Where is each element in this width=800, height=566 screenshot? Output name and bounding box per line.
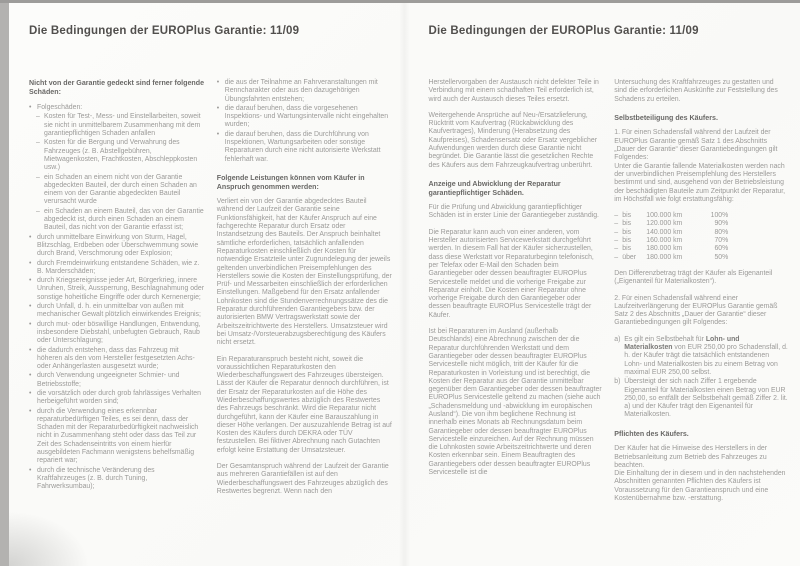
paragraph-duty-compliance: Die Einhaltung der in diesem und in den nachstehenden Abschnitten genannten Pflichten des Käufers ist Voraussetzung für den Garantieanspruch und eine Kostenübernahme bzw. -erstattung. <box>614 470 786 503</box>
paragraph-inspection-duty: Untersuchung des Kraftfahrzeuges zu gestatten und sind die erforderlichen Auskünfte zur Feststellung des Schadens zu erteilen. <box>614 79 778 103</box>
bullet-item <box>29 104 205 112</box>
dash-marker: – <box>36 207 40 215</box>
dash-marker: – <box>614 253 619 261</box>
km-rate-distance: 180.000 km <box>646 253 683 261</box>
sub-bullet-item <box>29 174 205 207</box>
section-heading-deductible: Selbstbeteiligung des Käufers. <box>614 113 718 122</box>
section-heading-not-covered: Nicht von der Garantie gedeckt sind ferner folgende Schäden: <box>29 79 205 96</box>
bullet-text: durch Verwendung ungeeigneter Schmier- und Betriebsstoffe; <box>37 372 180 388</box>
bullet-marker: • <box>29 389 32 397</box>
left-page-column-1 <box>29 79 205 504</box>
paragraph-exchange-parts: Herstellervorgaben der Austausch nicht defekter Teile in Verbindung mit einem schadhaften Teil erforderlich ist, wird auch der Austausch dieses Teiles ersetzt. <box>428 79 599 103</box>
km-rate-row <box>614 212 788 220</box>
right-page-columns <box>429 79 789 511</box>
km-rate-prefix: bis <box>622 228 632 236</box>
km-rate-percentage: 70% <box>714 237 729 245</box>
dash-marker: – <box>36 139 40 147</box>
section-heading-services: Folgende Leistungen können vom Käufer in Anspruch genommen werden: <box>216 173 365 191</box>
bullet-text: durch die technische Veränderung des Kraftfahrzeuges (z. B. durch Tuning, Fahrwerksumbau); <box>37 466 155 491</box>
km-rate-row <box>614 229 788 237</box>
item-marker: b) <box>614 378 621 386</box>
km-rate-prefix: über <box>622 253 637 261</box>
right-page-column-1 <box>429 79 603 511</box>
bullet-text: die darauf beruhen, dass die vorgesehenen Inspektions- und Wartungsintervalle nicht eingehalten wurden; <box>224 104 389 129</box>
sub-bullet-text: ein Schaden an einem nicht von der Garantie abgedeckten Bauteil, der durch einen Schaden an einem von der Garantie abgedeckten Bauteil verursacht wurde <box>44 173 197 206</box>
bullet-item <box>217 79 393 104</box>
bullet-text: durch die Verwendung eines erkennbar reparaturbedürftigen Teiles, es sei denn, dass der Schaden mit der Reparaturbedürftigkeit nachweislich nicht in Zusammenhang steht oder dass das Teil zur Zeit des Schadenseintritts von einem hierfür ausgebildeten Fachmann wenigstens behelfsmäßig repariert war; <box>37 407 199 465</box>
sub-bullet-item <box>29 208 205 233</box>
page-title: Die Bedingungen der EUROPlus Garantie: 11/09 <box>428 25 699 37</box>
bullet-marker: • <box>29 320 32 328</box>
paragraph-clause1-detail: Unter die Garantie fallende Materialkosten werden nach der unverbindlichen Preisempfehlung des Herstellers bestimmt und sind, ausgehend von der Betriebsleistung der beschädigten Bauteile zum Zeitpunkt der Reparatur, im Höchstfall wie folgt erstattungsfähig: <box>614 162 786 203</box>
paragraph-guarantor-responsible: Für die Prüfung und Abwicklung garantiepflichtiger Schäden ist in erster Linie der Garantiegeber zuständig. <box>428 204 599 220</box>
km-rate-distance: 120.000 km <box>646 220 683 228</box>
bullet-item <box>29 303 205 320</box>
bullet-text: durch Fremdeinwirkung entstandene Schäden, wie z. B. Marderschäden; <box>37 259 200 275</box>
km-rate-distance: 160.000 km <box>646 237 683 245</box>
km-rate-percentage: 100% <box>710 212 729 220</box>
page-left <box>9 3 405 566</box>
bullet-marker: • <box>29 372 32 380</box>
sub-bullet-item <box>29 113 205 138</box>
left-page-columns <box>29 79 393 504</box>
bullet-marker: • <box>216 79 220 86</box>
page-right <box>405 3 800 566</box>
paragraph-further-claims: Weitergehende Ansprüche auf Neu-/Ersatzlieferung, Rücktritt vom Kaufvertrag (Rückabwicklung des Kaufvertrages), Minderung (Herabsetzung des Kaufpreises), Schadensersatz oder Ersatz vergeblicher Aufwendungen werden durch diese Garantie nicht begründet. Die Garantie lässt die gesetzlichen Rechte des Käufers aus dem Fahrzeugkaufvertrag unberührt. <box>428 111 598 169</box>
km-rate-prefix: bis <box>622 220 632 228</box>
section-heading-claims-handling: Anzeige und Abwicklung der Reparatur garantiepflichtiger Schäden. <box>428 179 561 197</box>
km-rate-distance: 100.000 km <box>646 212 683 220</box>
bullet-item <box>29 408 205 466</box>
bullet-marker: • <box>29 233 32 241</box>
km-rate-prefix: bis <box>622 245 632 253</box>
bullet-marker: • <box>29 466 32 474</box>
bullet-marker: • <box>29 104 32 112</box>
dash-marker: – <box>614 228 619 236</box>
section-heading-buyer-duties: Pflichten des Käufers. <box>614 429 689 438</box>
bullet-item <box>29 390 205 407</box>
bullet-item <box>29 347 205 372</box>
bullet-item <box>29 277 205 302</box>
sub-bullet-text: ein Schaden an einem Bauteil, das von der Garantie abgedeckt ist, durch einen Schaden an einem Bauteil, das nicht von der Garantie erfasst ist; <box>44 207 204 232</box>
clause-item-a <box>614 336 788 377</box>
bullet-marker: • <box>29 303 32 311</box>
km-rate-prefix: bis <box>622 237 632 245</box>
dash-marker: – <box>36 113 40 121</box>
clause-item-b <box>614 378 788 419</box>
km-rate-distance: 180.000 km <box>646 245 683 253</box>
bullet-text: die darauf beruhen, dass die Durchführung von Inspektionen, Wartungsarbeiten oder sonstige Reparaturen durch eine nicht autorisierte Werkstatt fehlerhaft war. <box>224 130 381 163</box>
km-rate-prefix: bis <box>622 212 632 220</box>
paragraph-clause1-intro: 1. Für einen Schadensfall während der Laufzeit der EUROPlus Garantie gemäß Satz 1 des Abschnitts „Dauer der Garantie“ dieser Garantiebedingungen gilt Folgendes: <box>614 129 778 162</box>
dash-marker: – <box>614 220 619 228</box>
km-rate-row <box>614 245 788 253</box>
dash-marker: – <box>614 212 619 220</box>
sub-bullet-text: Kosten für die Bergung und Verwahrung des Fahrzeuges (z. B. Abstellgebühren, Mietwagenkosten, Frachtkosten, Abschleppkosten usw.) <box>44 139 198 172</box>
two-page-spread <box>9 3 800 566</box>
bullet-text: durch mut- oder böswillige Handlungen, Entwendung, insbesondere Diebstahl, unbefugten Gebrauch, Raub oder Unterschlagung; <box>37 320 201 345</box>
sub-bullet-text: Kosten für Test-, Mess- und Einstellarbeiten, soweit sie nicht in unmittelbarem Zusammenhang mit dem garantiepflichtigen Schaden anfallen <box>44 113 201 138</box>
bullet-text: Folgeschäden: <box>37 104 83 112</box>
km-rate-row <box>614 254 788 262</box>
paragraph-repairs-abroad: Ist bei Reparaturen im Ausland (außerhalb Deutschlands) eine Abrechnung zwischen der die Reparatur durchführenden Werkstatt und dem Garantiegeber oder dessen beauftragter EUROPlus Servicestelle nicht möglich, tritt der Käufer für die Reparaturkosten in Vorleistung und ist berechtigt, die Kosten der Reparatur aus der Garantie unmittelbar gegenüber dem Garantiegeber oder dessen beauftragter EUROPlus Servicestelle geltend zu machen (siehe auch „Schadensmeldung und -abwicklung im europäischen Ausland“). Die von ihm beglichene Rechnung ist innerhalb eines Monats ab Rechnungsdatum beim Garantiegeber oder dessen beauftragter EUROPlus Servicestelle einzureichen. Auf der Rechnung müssen die Lohnkosten sowie Arbeitszeitrichtwerte und deren Kosten erkennbar sein. Einem Beauftragten des Garantiegebers oder dessen beauftragter EUROPlus Servicestelle ist die <box>428 328 602 477</box>
bullet-item <box>217 131 393 164</box>
km-rate-table <box>614 212 788 262</box>
paragraph-authorized-workshop: Die Reparatur kann auch von einer anderen, vom Hersteller autorisierten Servicewerkstatt durchgeführt werden. In diesem Fall hat der Käufer sicherzustellen, dass diese Werkstatt vor Reparaturbeginn telefonisch, per Telefax oder E-Mail den Schaden beim Garantiegeber oder dessen beauftragter EUROPlus Servicestelle meldet und die vorherige Freigabe zur Reparatur einholt. Die Kosten einer Reparatur ohne vorherige Freigabe durch den Garantiegeber oder dessen beauftragte EUROPlus Servicestelle trägt der Käufer. <box>428 228 594 319</box>
bullet-text: durch Kriegsereignisse jeder Art, Bürgerkrieg, innere Unruhen, Streik, Aussperrung, Beschlagnahmung oder sonstige hoheitliche Eingriffe oder durch Kernenergie; <box>37 277 205 301</box>
paragraph-duty-manual: Der Käufer hat die Hinweise des Herstellers in der Betriebsanleitung zum Betrieb des Fahrzeuges zu beachten. <box>614 445 768 469</box>
right-page-column-2 <box>614 79 788 511</box>
page-title: Die Bedingungen der EUROPlus Garantie: 11/09 <box>29 25 300 37</box>
paragraph-repair-claim: Verliert ein von der Garantie abgedecktes Bauteil während der Laufzeit der Garantie seine Funktionsfähigkeit, hat der Käufer Anspruch auf eine fachgerechte Reparatur durch Ersatz oder Instandsetzung des Bauteils. Der Anspruch beinhaltet sämtliche erforderlichen, tatsächlich anfallenden Reparaturkosten einschließlich der Kosten für notwendige Ersatzteile unter Zugrundelegung der jeweils geltenden unverbindlichen Preisempfehlungen des Herstellers sowie die Kosten der Einstellungsprüfung, der Prüf- und Messarbeiten einschließlich der erforderlichen Einstellungen. Maßgebend für den Ersatz anfallender Lohnkosten sind die Stundenverrechnungssätze des die Reparatur durchführenden Garantiegebers bzw. der autorisierten BMW Vertragswerkstatt sowie der Arbeitszeitrichtwerte des Herstellers. Umsatzsteuer wird bei Umsatz-/Vorsteuerabzugsberechtigung des Käufers nicht ersetzt. <box>216 198 392 347</box>
bullet-marker: • <box>216 130 220 138</box>
bullet-item <box>29 321 205 346</box>
bullet-text: die dadurch entstehen, dass das Fahrzeug mit höheren als den vom Hersteller festgesetzten Achs- oder Anhängerlasten ausgesetzt wurde; <box>37 346 195 371</box>
km-rate-percentage: 50% <box>714 253 729 261</box>
bullet-item <box>29 234 205 259</box>
dash-marker: – <box>614 237 619 245</box>
clause-text-segment: von EUR 250,00 pro Schadensfall, d. h. der Käufer trägt die tatsächlich entstandenen Lohn- und Materialkosten bis zu einem Betrag von maximal EUR 250,00 selbst. <box>624 344 788 376</box>
km-rate-percentage: 90% <box>714 220 729 228</box>
bullet-marker: • <box>29 277 32 285</box>
bullet-marker: • <box>29 346 32 354</box>
km-rate-row <box>614 237 788 245</box>
bullet-item <box>217 105 393 130</box>
dash-marker: – <box>614 245 619 253</box>
clause-item-b-text: Übersteigt der sich nach Ziffer 1 ergebende Eigenanteil für Materialkosten einen Betrag von EUR 250,00, so entfällt der Selbstbehalt gemäß Ziffer 2. lit. a) und der Käufer trägt den Eigenanteil für Materialkosten. <box>624 378 788 419</box>
km-rate-row <box>614 220 788 228</box>
clause-text-segment: Es gilt ein Selbstbehalt für <box>624 335 706 343</box>
bullet-text: durch unmittelbare Einwirkung von Sturm, Hagel, Blitzschlag, Erdbeben oder Überschwemmung sowie durch Brand, Verschmorung oder Explosion; <box>37 233 199 258</box>
km-rate-distance: 140.000 km <box>646 228 683 236</box>
bullet-text: die aus der Teilnahme an Fahrveranstaltungen mit Renncharakter oder aus den dazugehörigen Übungsfahrten entstehen; <box>224 79 378 103</box>
item-marker: a) <box>614 335 621 343</box>
paragraph-total-claim: Der Gesamtanspruch während der Laufzeit der Garantie aus mehreren Garantiefällen ist auf den Wiederbeschaffungswert des Fahrzeuges abzüglich des Restwertes begrenzt. Wenn nach den <box>216 463 389 495</box>
km-rate-percentage: 60% <box>714 245 729 253</box>
bullet-item <box>29 467 205 492</box>
km-rate-percentage: 80% <box>714 228 729 236</box>
bullet-item <box>29 372 205 389</box>
paragraph-clause2-intro: 2. Für einen Schadensfall während einer Laufzeitverlängerung der EUROPlus Garantie gemäß Satz 2 des Abschnitts „Dauer der Garantie“ dieser Garantiebedingungen gilt Folgendes: <box>614 294 778 327</box>
dash-marker: – <box>36 173 40 181</box>
clause-text-bold: Lohn- und Materialkosten <box>624 335 740 352</box>
left-page-column-2 <box>217 79 393 504</box>
bullet-text: die vorsätzlich oder durch grob fahrlässiges Verhalten herbeigeführt worden sind; <box>37 389 201 406</box>
sub-bullet-item <box>29 139 205 172</box>
bullet-text: durch Unfall, d. h. ein unmittelbar von außen mit mechanischer Gewalt plötzlich einwirkendes Ereignis; <box>37 303 201 319</box>
bullet-marker: • <box>29 407 32 415</box>
paragraph-replacement-value: Ein Reparaturanspruch besteht nicht, soweit die voraussichtlichen Reparaturkosten den Wiederbeschaffungswert des Fahrzeuges übersteigen. Lässt der Käufer die Reparatur dennoch durchführen, ist der Ersatz der Reparaturkosten auf die Höhe des Wiederbeschaffungswertes abzüglich des Restwertes des Fahrzeugs beschränkt. Wird die Reparatur nicht durchgeführt, kann der Käufer eine Barauszahlung in dieser Höhe verlangen. Der auszuzahlende Betrag ist auf Kosten des Käufers durch DEKRA oder TÜV festzustellen. Bei fiktiver Abrechnung nach Gutachten erfolgt keine Erstattung der Umsatzsteuer. <box>216 355 392 454</box>
bullet-marker: • <box>216 104 220 112</box>
document-sheet <box>9 3 800 566</box>
bullet-marker: • <box>29 259 32 267</box>
paragraph-own-share: Den Differenzbetrag trägt der Käufer als Eigenanteil („Eigenanteil für Materialkosten“). <box>614 269 773 286</box>
bullet-item <box>29 260 205 277</box>
clause-item-a-text <box>624 336 788 377</box>
